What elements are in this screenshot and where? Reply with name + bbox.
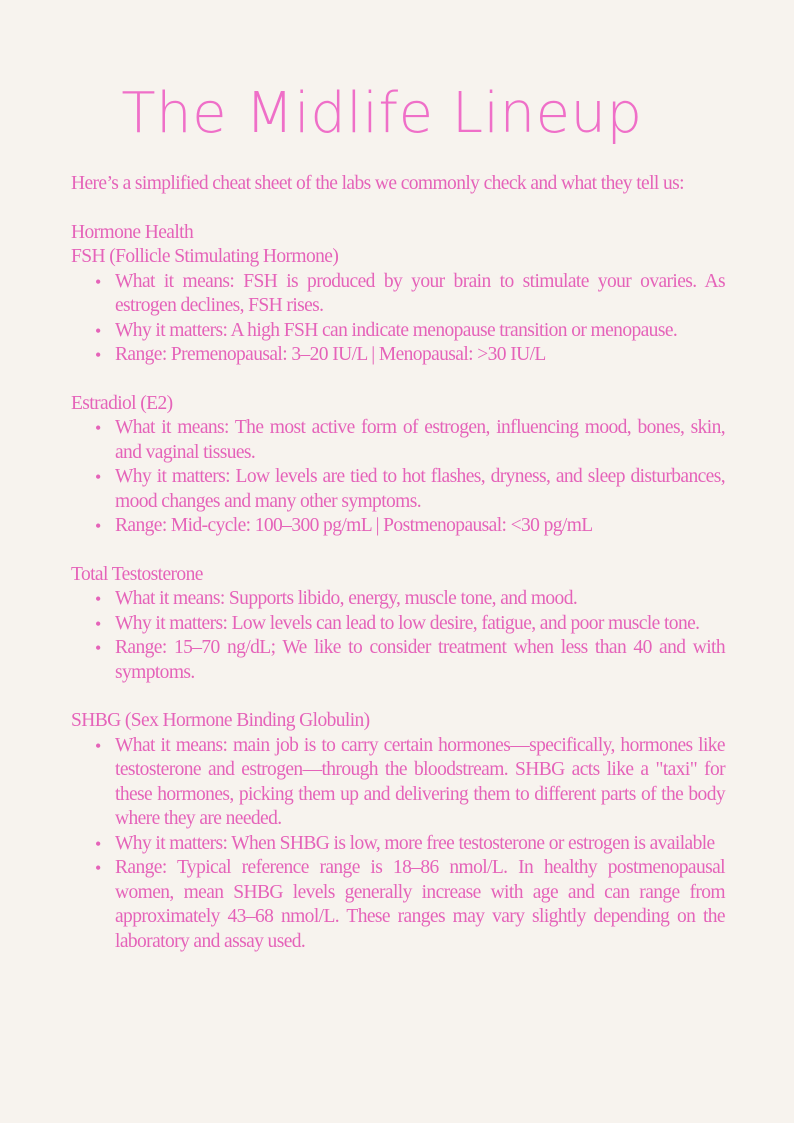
- lab-section-testosterone: [71, 563, 725, 686]
- intro-text: Here’s a simplified cheat sheet of the labs we commonly check and what they tell us:: [71, 173, 684, 194]
- bullet-list: [71, 587, 725, 685]
- list-item: • Range: Mid-cycle: 100–300 pg/mL | Postmenopausal: <30 pg/mL: [115, 514, 725, 539]
- list-item: • What it means: Supports libido, energy, muscle tone, and mood.: [115, 587, 725, 612]
- section-heading: SHBG (Sex Hormone Binding Globulin): [71, 710, 370, 731]
- category-heading: Hormone Health: [71, 221, 194, 243]
- document-body: [71, 172, 725, 978]
- list-item: • Why it matters: A high FSH can indicate menopause transition or menopause.: [115, 319, 725, 344]
- list-item: • Why it matters: When SHBG is low, more free testosterone or estrogen is available: [115, 832, 725, 857]
- list-item: • Range: Typical reference range is 18–86 nmol/L. In healthy postmenopausal women, mean SHBG levels generally increase with age and can range from approximately 43–68 nmol/L. These ranges may vary slightly depending on the laboratory and assay used.: [115, 856, 725, 954]
- section-heading: Total Testosterone: [71, 563, 203, 585]
- lab-section-shbg: [71, 709, 725, 954]
- bullet-list: [71, 734, 725, 955]
- list-item: • What it means: main job is to carry certain hormones—specifically, hormones like testosterone and estrogen—through the bloodstream. SHBG acts like a "taxi" for these hormones, picking them up and delivering them to different parts of the body where they are needed.: [115, 734, 725, 832]
- list-item: • Why it matters: Low levels can lead to low desire, fatigue, and poor muscle tone.: [115, 612, 725, 637]
- lab-section-fsh: [71, 245, 725, 368]
- list-item: • What it means: The most active form of estrogen, influencing mood, bones, skin, and vaginal tissues.: [115, 416, 725, 465]
- list-item: • Range: 15–70 ng/dL; We like to consider treatment when less than 40 and with symptoms.: [115, 636, 725, 685]
- list-item: • Range: Premenopausal: 3–20 IU/L | Menopausal: >30 IU/L: [115, 343, 725, 368]
- list-item: • What it means: FSH is produced by your brain to stimulate your ovaries. As estrogen declines, FSH rises.: [115, 270, 725, 319]
- bullet-list: [71, 416, 725, 539]
- lab-section-estradiol: [71, 392, 725, 539]
- bullet-list: [71, 270, 725, 368]
- section-heading: Estradiol (E2): [71, 392, 173, 414]
- list-item: • Why it matters: Low levels are tied to hot flashes, dryness, and sleep disturbances, mood changes and many other symptoms.: [115, 465, 725, 514]
- section-heading: FSH (Follicle Stimulating Hormone): [71, 246, 339, 267]
- page-title: The Midlife Lineup: [121, 81, 643, 146]
